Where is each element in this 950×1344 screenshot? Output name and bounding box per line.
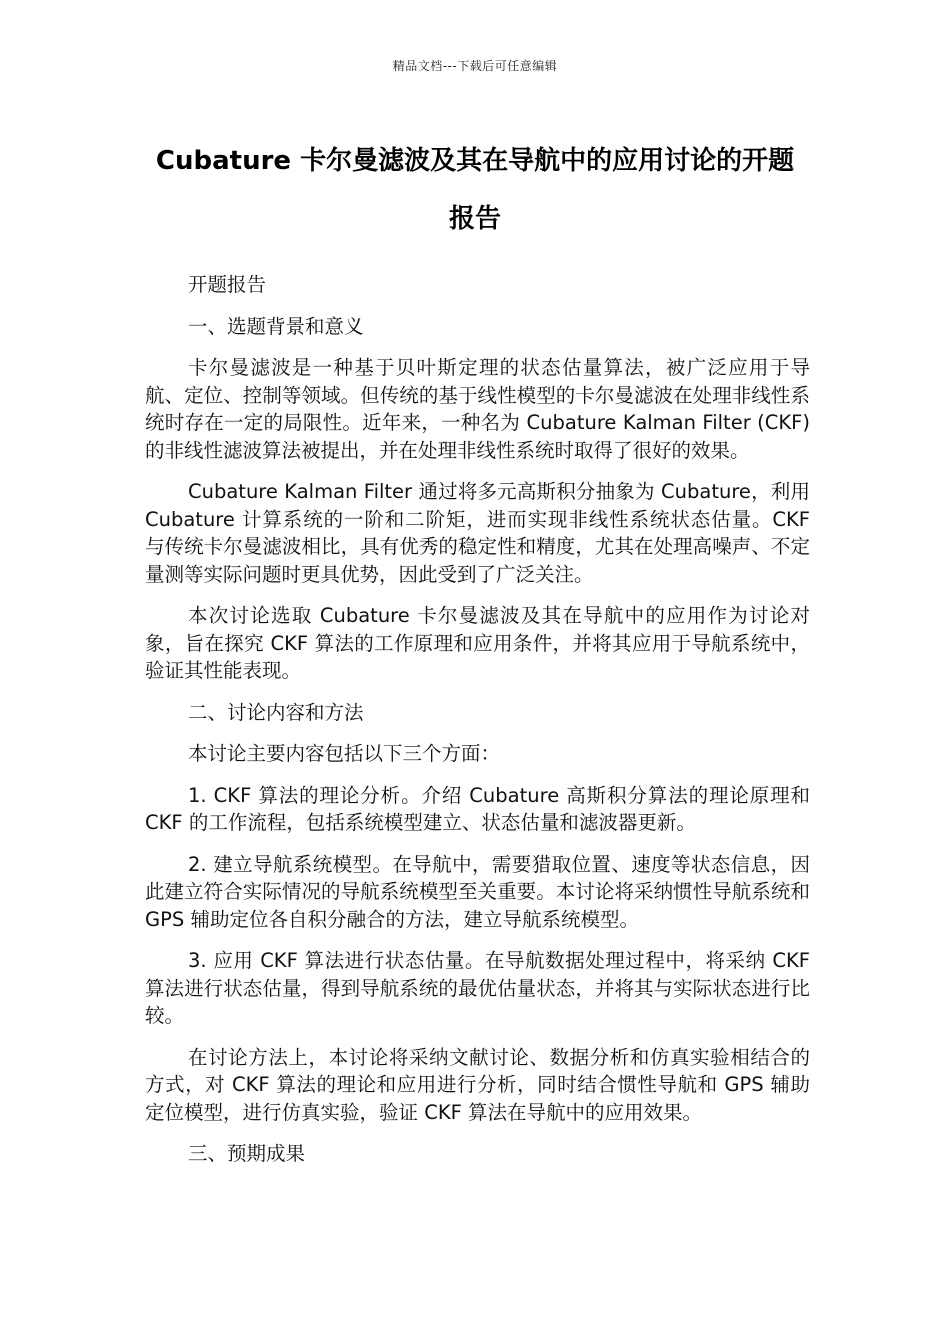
section-heading-content-methods: 二、讨论内容和方法	[188, 700, 364, 724]
document-body	[145, 271, 810, 1182]
paragraph-kalman-intro: 卡尔曼滤波是一种基于贝叶斯定理的状态估量算法，被广泛应用于导航、定位、控制等领域。但传统的基于线性模型的卡尔曼滤波在处理非线性系统时存在一定的局限性。近年来，一种名为 Cubature Kalman Filter (CKF)的非线性滤波算法被提出，并在处理非线性系统时取得了很好的效果。	[145, 356, 810, 462]
section-heading-expected-results: 三、预期成果	[188, 1142, 306, 1165]
paragraph-methods: 在讨论方法上，本讨论将采纳文献讨论、数据分析和仿真实验相结合的方式，对 CKF 算法的理论和应用进行分析，同时结合惯性导航和 GPS 辅助定位模型，进行仿真实验，验证 CKF 算法在导航中的应用效果。	[145, 1045, 810, 1124]
paragraph-research-object: 本次讨论选取 Cubature 卡尔曼滤波及其在导航中的应用作为讨论对象，旨在探究 CKF 算法的工作原理和应用条件，并将其应用于导航系统中，验证其性能表现。	[145, 604, 810, 682]
paragraph-content-overview: 本讨论主要内容包括以下三个方面：	[188, 742, 501, 765]
list-item-state-estimation: 3. 应用 CKF 算法进行状态估量。在导航数据处理过程中，将采纳 CKF 算法进行状态估量，得到导航系统的最优估量状态，并将其与实际状态进行比较。	[145, 949, 810, 1027]
header-note: 精品文档---下载后可任意编辑	[392, 59, 558, 73]
section-heading-background: 一、选题背景和意义	[188, 314, 364, 338]
document-title: Cubature 卡尔曼滤波及其在导航中的应用讨论的开题报告	[155, 146, 795, 234]
list-item-ckf-theory: 1. CKF 算法的理论分析。介绍 Cubature 高斯积分算法的理论原理和 CKF 的工作流程，包括系统模型建立、状态估量和滤波器更新。	[145, 783, 810, 834]
list-item-navigation-model: 2. 建立导航系统模型。在导航中，需要猎取位置、速度等状态信息，因此建立符合实际情况的导航系统模型至关重要。本讨论将采纳惯性导航系统和 GPS 辅助定位各自积分融合的方法，建立导航系统模型。	[145, 852, 810, 931]
paragraph-ckf-description: Cubature Kalman Filter 通过将多元高斯积分抽象为 Cubature，利用 Cubature 计算系统的一阶和二阶矩，进而实现非线性系统状态估量。CKF 与传统卡尔曼滤波相比，具有优秀的稳定性和精度，尤其在处理高噪声、不定量测等实际问题时更具优势，因此受到了广泛关注。	[145, 480, 810, 586]
section-label-proposal: 开题报告	[188, 273, 267, 296]
